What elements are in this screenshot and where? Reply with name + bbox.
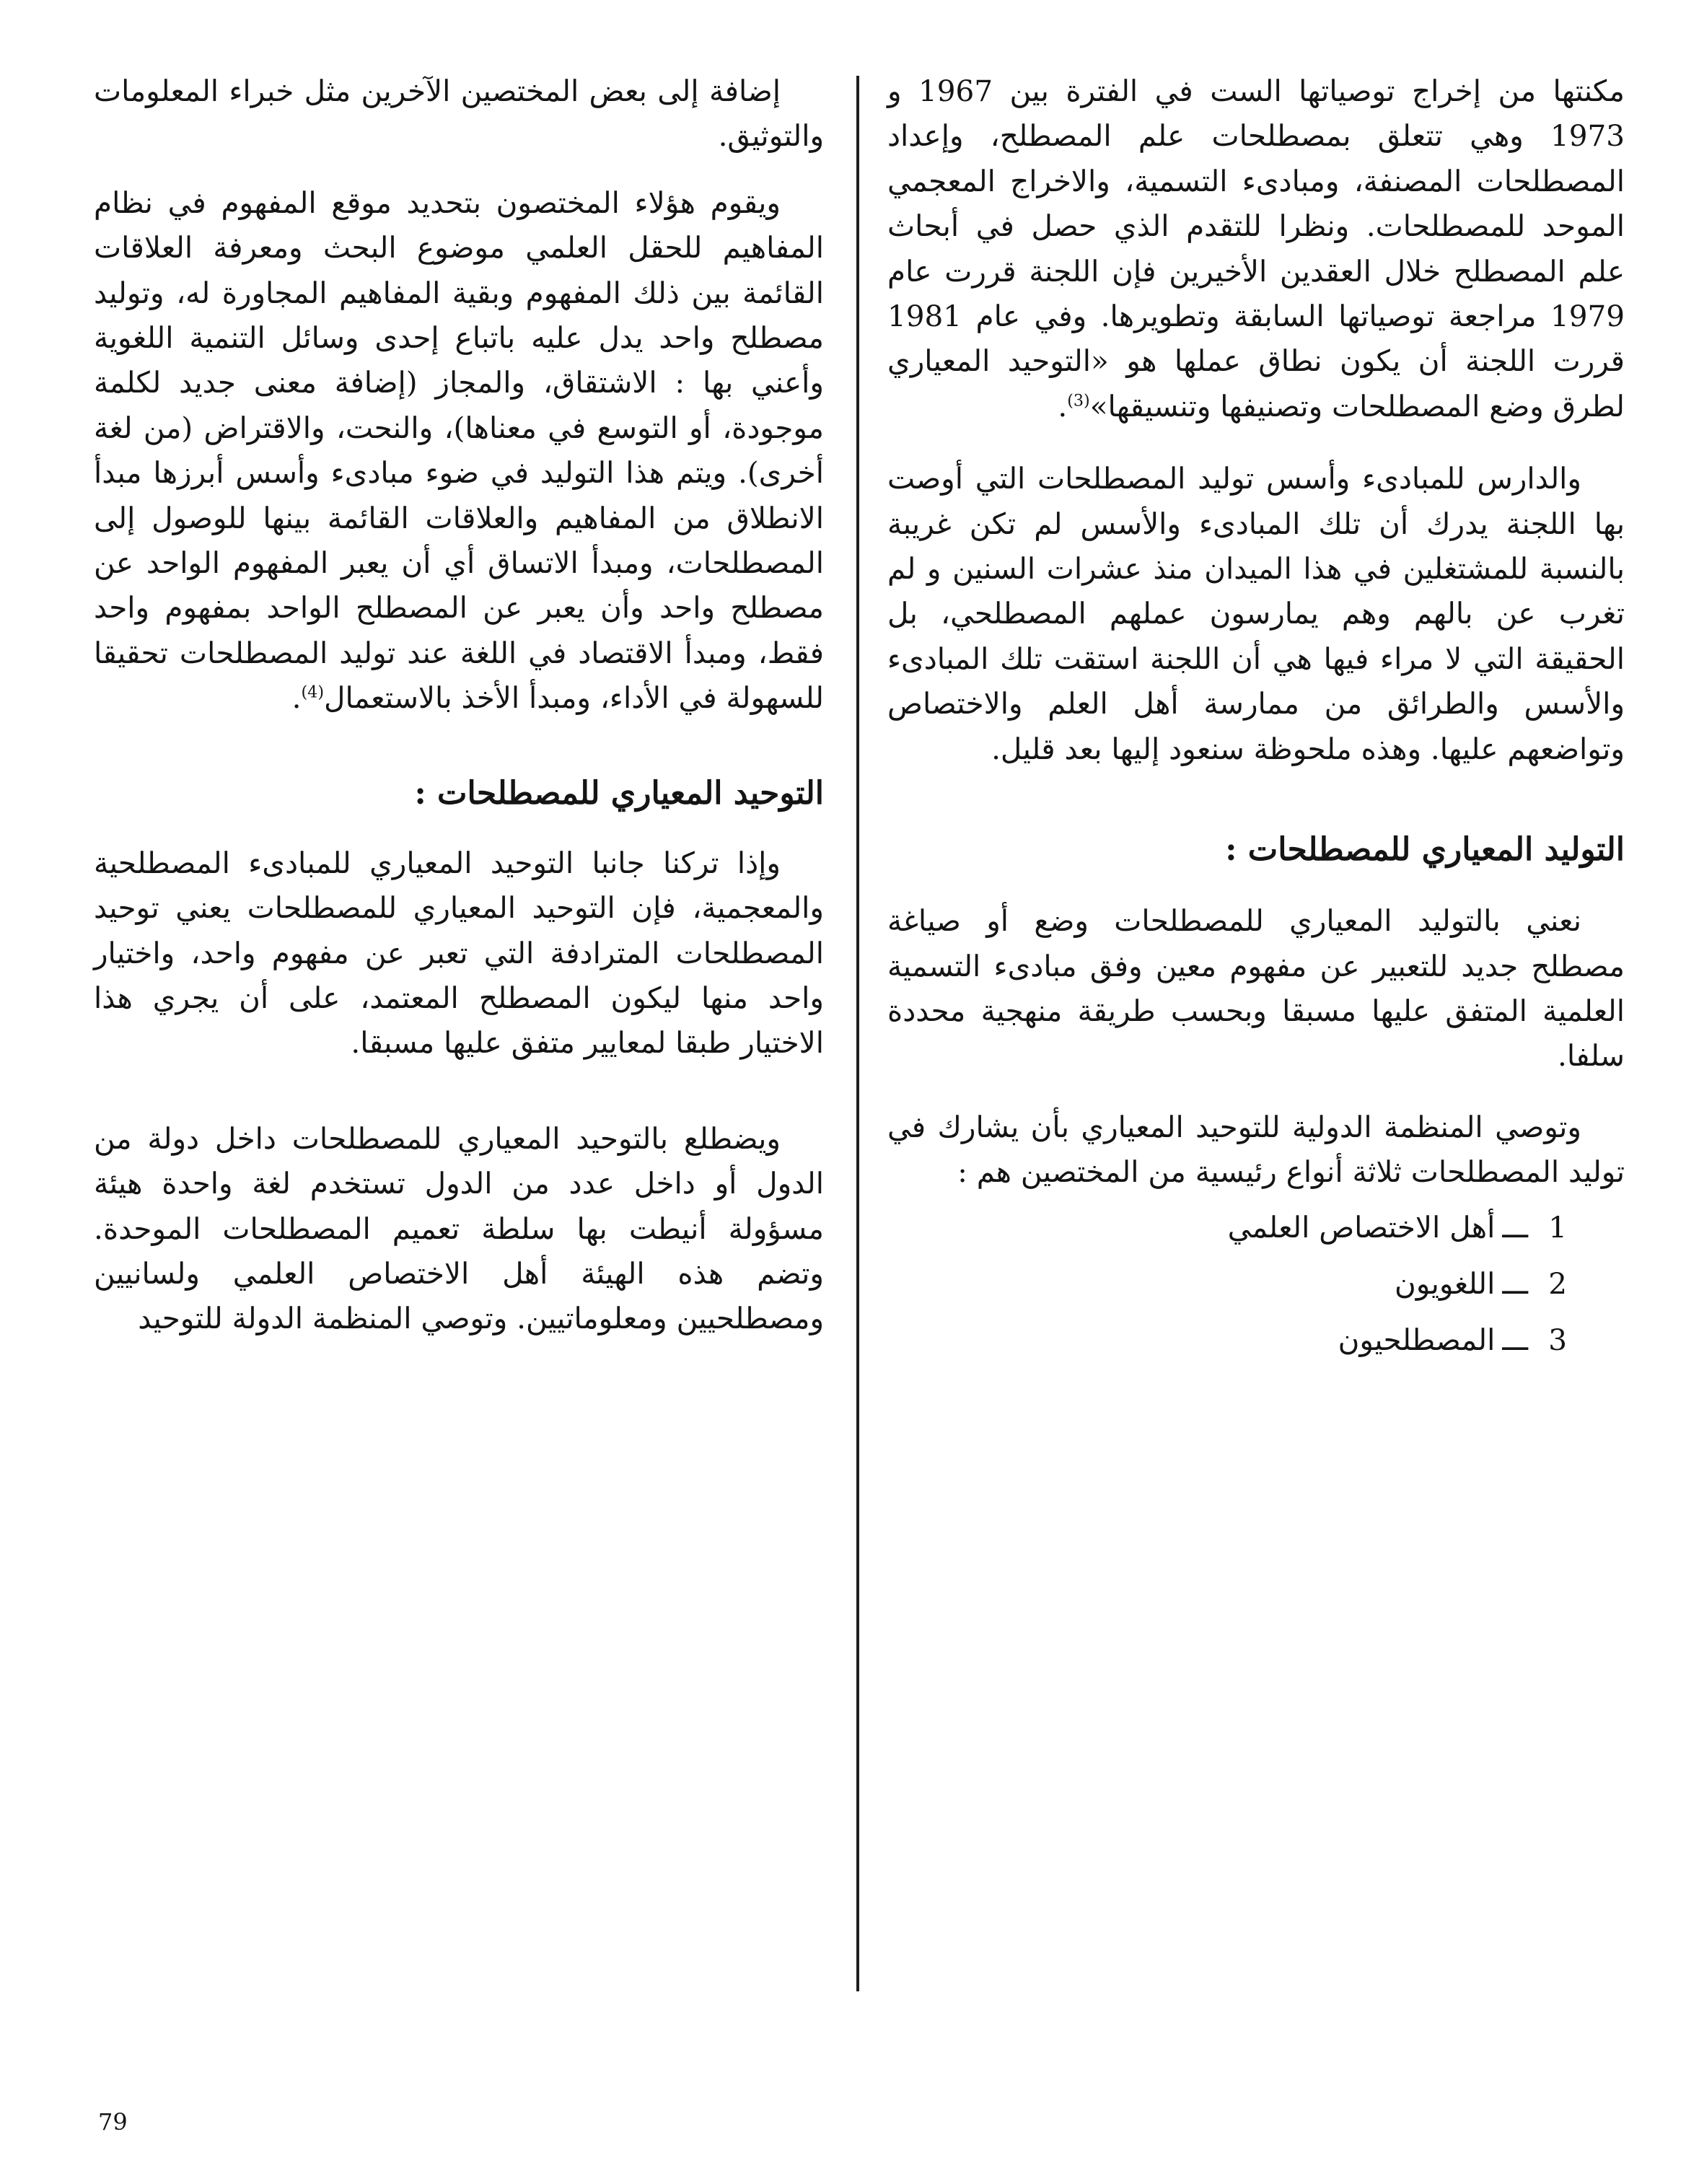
list-item (887, 1312, 1567, 1368)
column-divider (856, 76, 859, 1991)
right-paragraph-3: نعني بالتوليد المعياري للمصطلحات وضع أو صياغة مصطلح جديد للتعبير عن مفهوم معين وفق مبادىء التسمية العلمية المتفق عليها مسبقا وبحسب طريقة منهجية محددة سلفا. (887, 903, 1625, 1074)
list-dash: ـــ (1502, 1209, 1528, 1245)
list-number: 2 (1548, 1266, 1567, 1301)
paragraph-text: مكنتها من إخراج توصياتها الست في الفترة بين 1967 و 1973 وهي تتعلق بمصطلحات علم المصطلح، وإعداد المصطلحات المصنفة، ومبادىء التسمية، والاخراج المعجمي الموحد للمصطلحات. ونظرا للتقدم الذي حصل في أبحاث علم المصطلح خلال العقدين الأخيرين فإن اللجنة قررت عام 1979 مراجعة توصياتها السابقة وتطويرها. وفي عام 1981 قررت اللجنة أن يكون نطاق عملها هو «التوحيد المعياري لطرق وضع المصطلحات وتصنيفها وتنسيقها» (887, 74, 1625, 424)
right-paragraph-2: والدارس للمبادىء وأسس توليد المصطلحات التي أوصت بها اللجنة يدرك أن تلك المبادىء والأسس لم تكن غريبة بالنسبة للمشتغلين في هذا الميدان منذ عشرات السنين و لم تغرب عن بالهم وهم يمارسون عملهم المصطلحي، بل الحقيقة التي لا مراء فيها هي أن اللجنة استقت تلك المبادىء والأسس والطرائق من ممارسة أهل العلم والاختصاص وتواضعهم عليها. وهذه ملحوظة سنعود إليها بعد قليل. (887, 461, 1625, 766)
left-paragraph-2 (94, 180, 824, 721)
right-paragraph-4: وتوصي المنظمة الدولية للتوحيد المعياري بأن يشارك في توليد المصطلحات ثلاثة أنواع رئيسية من المختصين هم : (887, 1109, 1625, 1190)
section-heading-generation: التوليد المعياري للمصطلحات : (1225, 831, 1625, 869)
left-paragraph-1: إضافة إلى بعض المختصين الآخرين مثل خبراء المعلومات والتوثيق. (94, 74, 824, 154)
left-column (94, 69, 824, 1341)
list-text: أهل الاختصاص العلمي (1227, 1209, 1496, 1245)
left-paragraph-3: وإذا تركنا جانبا التوحيد المعياري للمبادىء المصطلحية والمعجمية، فإن التوحيد المعياري للمصطلحات يعني توحيد المصطلحات المترادفة التي تعبر عن مفهوم واحد، واختيار واحد منها ليكون المصطلح المعتمد، على أن يجري هذا الاختيار طبقا لمعايير متفق عليها مسبقا. (94, 845, 824, 1061)
sentence-end: . (1058, 388, 1068, 424)
footnote-ref-4: (4) (301, 683, 325, 702)
right-column (887, 69, 1625, 1368)
sentence-end: . (291, 680, 302, 716)
paragraph-text: ويقوم هؤلاء المختصون بتحديد موقع المفهوم في نظام المفاهيم للحقل العلمي موضوع البحث ومعرفة العلاقات القائمة بين ذلك المفهوم وبقية المفاهيم المجاورة له، وتوليد مصطلح واحد يدل عليه باتباع إحدى وسائل التنمية اللغوية وأعني بها : الاشتقاق، والمجاز (إضافة معنى جديد لكلمة موجودة، أو التوسع في معناها)، والنحت، والاقتراض (من لغة أخرى). ويتم هذا التوليد في ضوء مبادىء وأسس أبرزها مبدأ الانطلاق من المفاهيم والعلاقات القائمة بينها للوصول إلى المصطلحات، ومبدأ الاتساق أي أن يعبر المفهوم الواحد عن مصطلح واحد وأن يعبر عن المصطلح الواحد بمفهوم واحد فقط، ومبدأ الاقتصاد في اللغة عند توليد المصطلحات تحقيقا للسهولة في الأداء، ومبدأ الأخذ بالاستعمال (94, 185, 824, 716)
list-text: المصطلحيون (1338, 1322, 1496, 1357)
list-number: 3 (1548, 1322, 1567, 1357)
list-dash: ـــ (1502, 1322, 1528, 1357)
right-paragraph-1 (887, 69, 1625, 429)
specialists-list (887, 1199, 1625, 1368)
list-item (887, 1255, 1567, 1312)
list-number: 1 (1548, 1209, 1567, 1245)
footnote-ref-3: (3) (1067, 391, 1090, 411)
list-text: اللغويون (1394, 1266, 1496, 1301)
left-paragraph-4: ويضطلع بالتوحيد المعياري للمصطلحات داخل دولة من الدول أو داخل عدد من الدول تستخدم لغة واحدة هيئة مسؤولة أنيطت بها سلطة تعميم المصطلحات الموحدة. وتضم هذه الهيئة أهل الاختصاص العلمي ولسانيين ومصطلحيين ومعلوماتيين. وتوصي المنظمة الدولة للتوحيد (94, 1120, 824, 1336)
page-number: 79 (98, 2108, 128, 2136)
section-heading-standardization: التوحيد المعياري للمصطلحات : (414, 774, 824, 812)
list-item (887, 1199, 1567, 1255)
list-dash: ـــ (1502, 1266, 1528, 1301)
